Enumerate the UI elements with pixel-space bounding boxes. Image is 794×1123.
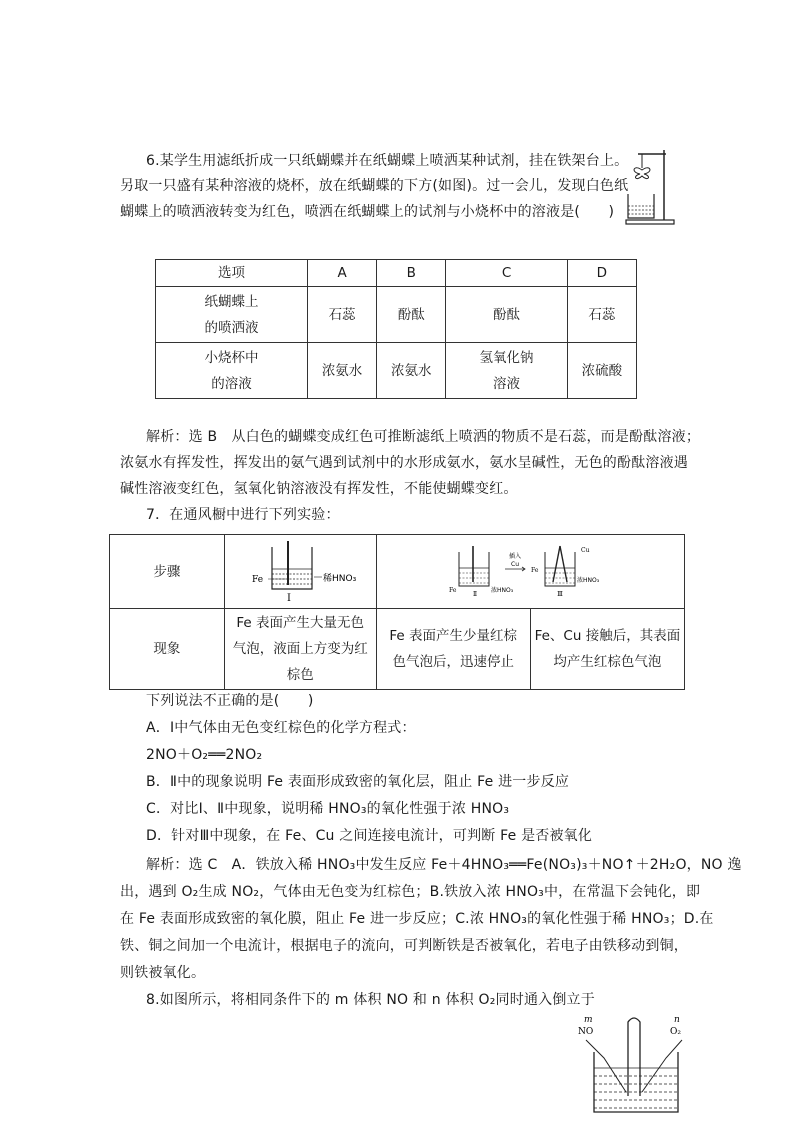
table-cell: 酚酞 — [446, 287, 567, 343]
header-cell: D — [567, 260, 636, 287]
experiment-figure-1 — [224, 535, 376, 609]
q7-analysis-1: 解析：选 C A．铁放入稀 HNO₃中发生反应 Fe＋4HNO₃══Fe(NO₃)₃＋NO↑＋2H₂O，NO 逸 — [146, 857, 742, 873]
q6-analysis-3: 碱性溶液变红色，氢氧化钠溶液没有挥发性，不能使蝴蝶变红。 — [120, 481, 518, 497]
q6-options-table — [155, 259, 637, 399]
cell-line: 氢氧化钠 — [479, 349, 534, 366]
header-cell: 选项 — [156, 260, 308, 287]
roman-label: Ⅱ — [473, 590, 478, 598]
q7-analysis-4: 铁、铜之间加一个电流计，根据电子的流向，可判断铁是否被氧化，若电子由铁移动到铜， — [120, 938, 688, 954]
table-cell: 石蕊 — [307, 287, 376, 343]
q6-line-1: 6.某学生用滤纸折成一只纸蝴蝶并在纸蝴蝶上喷洒某种试剂，挂在铁架台上。 — [146, 153, 629, 169]
q7-experiment-table — [109, 534, 685, 690]
phenomenon-cell-2 — [376, 609, 530, 690]
acid-label: 浓HNO₃ — [491, 586, 514, 594]
phenomenon-label: 现象 — [110, 609, 225, 690]
row-label — [156, 343, 308, 399]
header-cell: C — [446, 260, 567, 287]
q8-gas-trough-figure — [574, 1012, 694, 1116]
cu-label: Cu — [581, 546, 590, 554]
phenomenon-cell-1 — [224, 609, 376, 690]
acid-label: 稀HNO₃ — [323, 573, 357, 584]
step-label: 步骤 — [110, 535, 225, 609]
q7-question: 下列说法不正确的是( ) — [146, 693, 314, 709]
cell-line: Fe 表面产生大量无色 — [236, 615, 365, 631]
table-cell: 浓硫酸 — [567, 343, 636, 399]
roman-label: Ⅰ — [287, 592, 292, 604]
row-label-line: 的喷洒液 — [204, 319, 259, 336]
table-cell: 石蕊 — [567, 287, 636, 343]
row-label-line: 的溶液 — [211, 375, 252, 392]
m-label: m — [584, 1015, 593, 1025]
o2-label: O₂ — [670, 1027, 681, 1037]
q7-option-c: C．对比Ⅰ、Ⅱ中现象，说明稀 HNO₃的氧化性强于浓 HNO₃ — [146, 801, 510, 817]
cell-line: 溶液 — [493, 375, 521, 392]
fe-label: Fe — [449, 586, 457, 594]
cell-line: 气泡，液面上方变为红 — [232, 641, 368, 657]
iron-stand-figure — [620, 146, 678, 226]
q7-analysis-2: 出，遇到 O₂生成 NO₂，气体由无色变为红棕色；B.铁放入浓 HNO₃中，在常温下会钝化，即 — [120, 884, 701, 900]
row-label — [156, 287, 308, 343]
header-cell: B — [377, 260, 446, 287]
fe-label-2: Fe — [531, 566, 539, 574]
roman-label-3: Ⅲ — [557, 590, 564, 598]
no-label: NO — [578, 1027, 594, 1037]
row-label-line: 纸蝴蝶上 — [204, 293, 259, 310]
q6-analysis-1: 解析：选 B 从白色的蝴蝶变成红色可推断滤纸上喷洒的物质不是石蕊，而是酚酞溶液； — [146, 429, 701, 445]
n-label: n — [674, 1015, 680, 1025]
q8-line: 8.如图所示，将相同条件下的 m 体积 NO 和 n 体积 O₂同时通入倒立于 — [146, 992, 595, 1008]
fe-label: Fe — [252, 574, 264, 585]
cu-arrow-label: Cu — [511, 560, 520, 568]
q7-option-d: D．针对Ⅲ中现象，在 Fe、Cu 之间连接电流计，可判断 Fe 是否被氧化 — [146, 828, 593, 844]
q6-line-3: 蝴蝶上的喷洒液转变为红色，喷洒在纸蝴蝶上的试剂与小烧杯中的溶液是( ) — [120, 204, 615, 220]
table-cell — [446, 343, 567, 399]
experiment-figure-2 — [376, 535, 684, 609]
q6-analysis-2: 浓氨水有挥发性，挥发出的氨气遇到试剂中的水形成氨水，氨水呈碱性，无色的酚酞溶液遇 — [120, 455, 688, 471]
table-cell: 浓氨水 — [307, 343, 376, 399]
table-cell: 浓氨水 — [377, 343, 446, 399]
q7-equation: 2NO＋O₂══2NO₂ — [146, 747, 263, 763]
q7-option-b: B．Ⅱ中的现象说明 Fe 表面形成致密的氧化层，阻止 Fe 进一步反应 — [146, 774, 570, 790]
q7-analysis-3: 在 Fe 表面形成致密的氧化膜，阻止 Fe 进一步反应；C.浓 HNO₃的氧化性强于稀 HNO₃；D.在 — [120, 911, 714, 927]
cell-line: Fe 表面产生少量红棕 — [389, 628, 518, 644]
cell-line: 色气泡后，迅速停止 — [392, 654, 514, 670]
acid-label-2: 浓HNO₃ — [577, 576, 600, 584]
q6-line-2: 另取一只盛有某种溶液的烧杯，放在纸蝴蝶的下方(如图)。过一会儿，发现白色纸 — [120, 178, 629, 194]
table-cell: 酚酞 — [377, 287, 446, 343]
cell-line: 均产生红棕色气泡 — [553, 654, 662, 670]
phenomenon-cell-3 — [530, 609, 684, 690]
cell-line: Fe、Cu 接触后，其表面 — [534, 628, 681, 644]
header-cell: A — [307, 260, 376, 287]
q7-analysis-5: 则铁被氧化。 — [120, 965, 206, 981]
cell-line: 棕色 — [286, 667, 314, 683]
row-label-line: 小烧杯中 — [204, 349, 259, 366]
q7-title: 7．在通风橱中进行下列实验： — [146, 507, 340, 523]
q7-option-a: A．Ⅰ中气体由无色变红棕色的化学方程式： — [146, 720, 416, 736]
insert-label: 插入 — [509, 552, 522, 560]
